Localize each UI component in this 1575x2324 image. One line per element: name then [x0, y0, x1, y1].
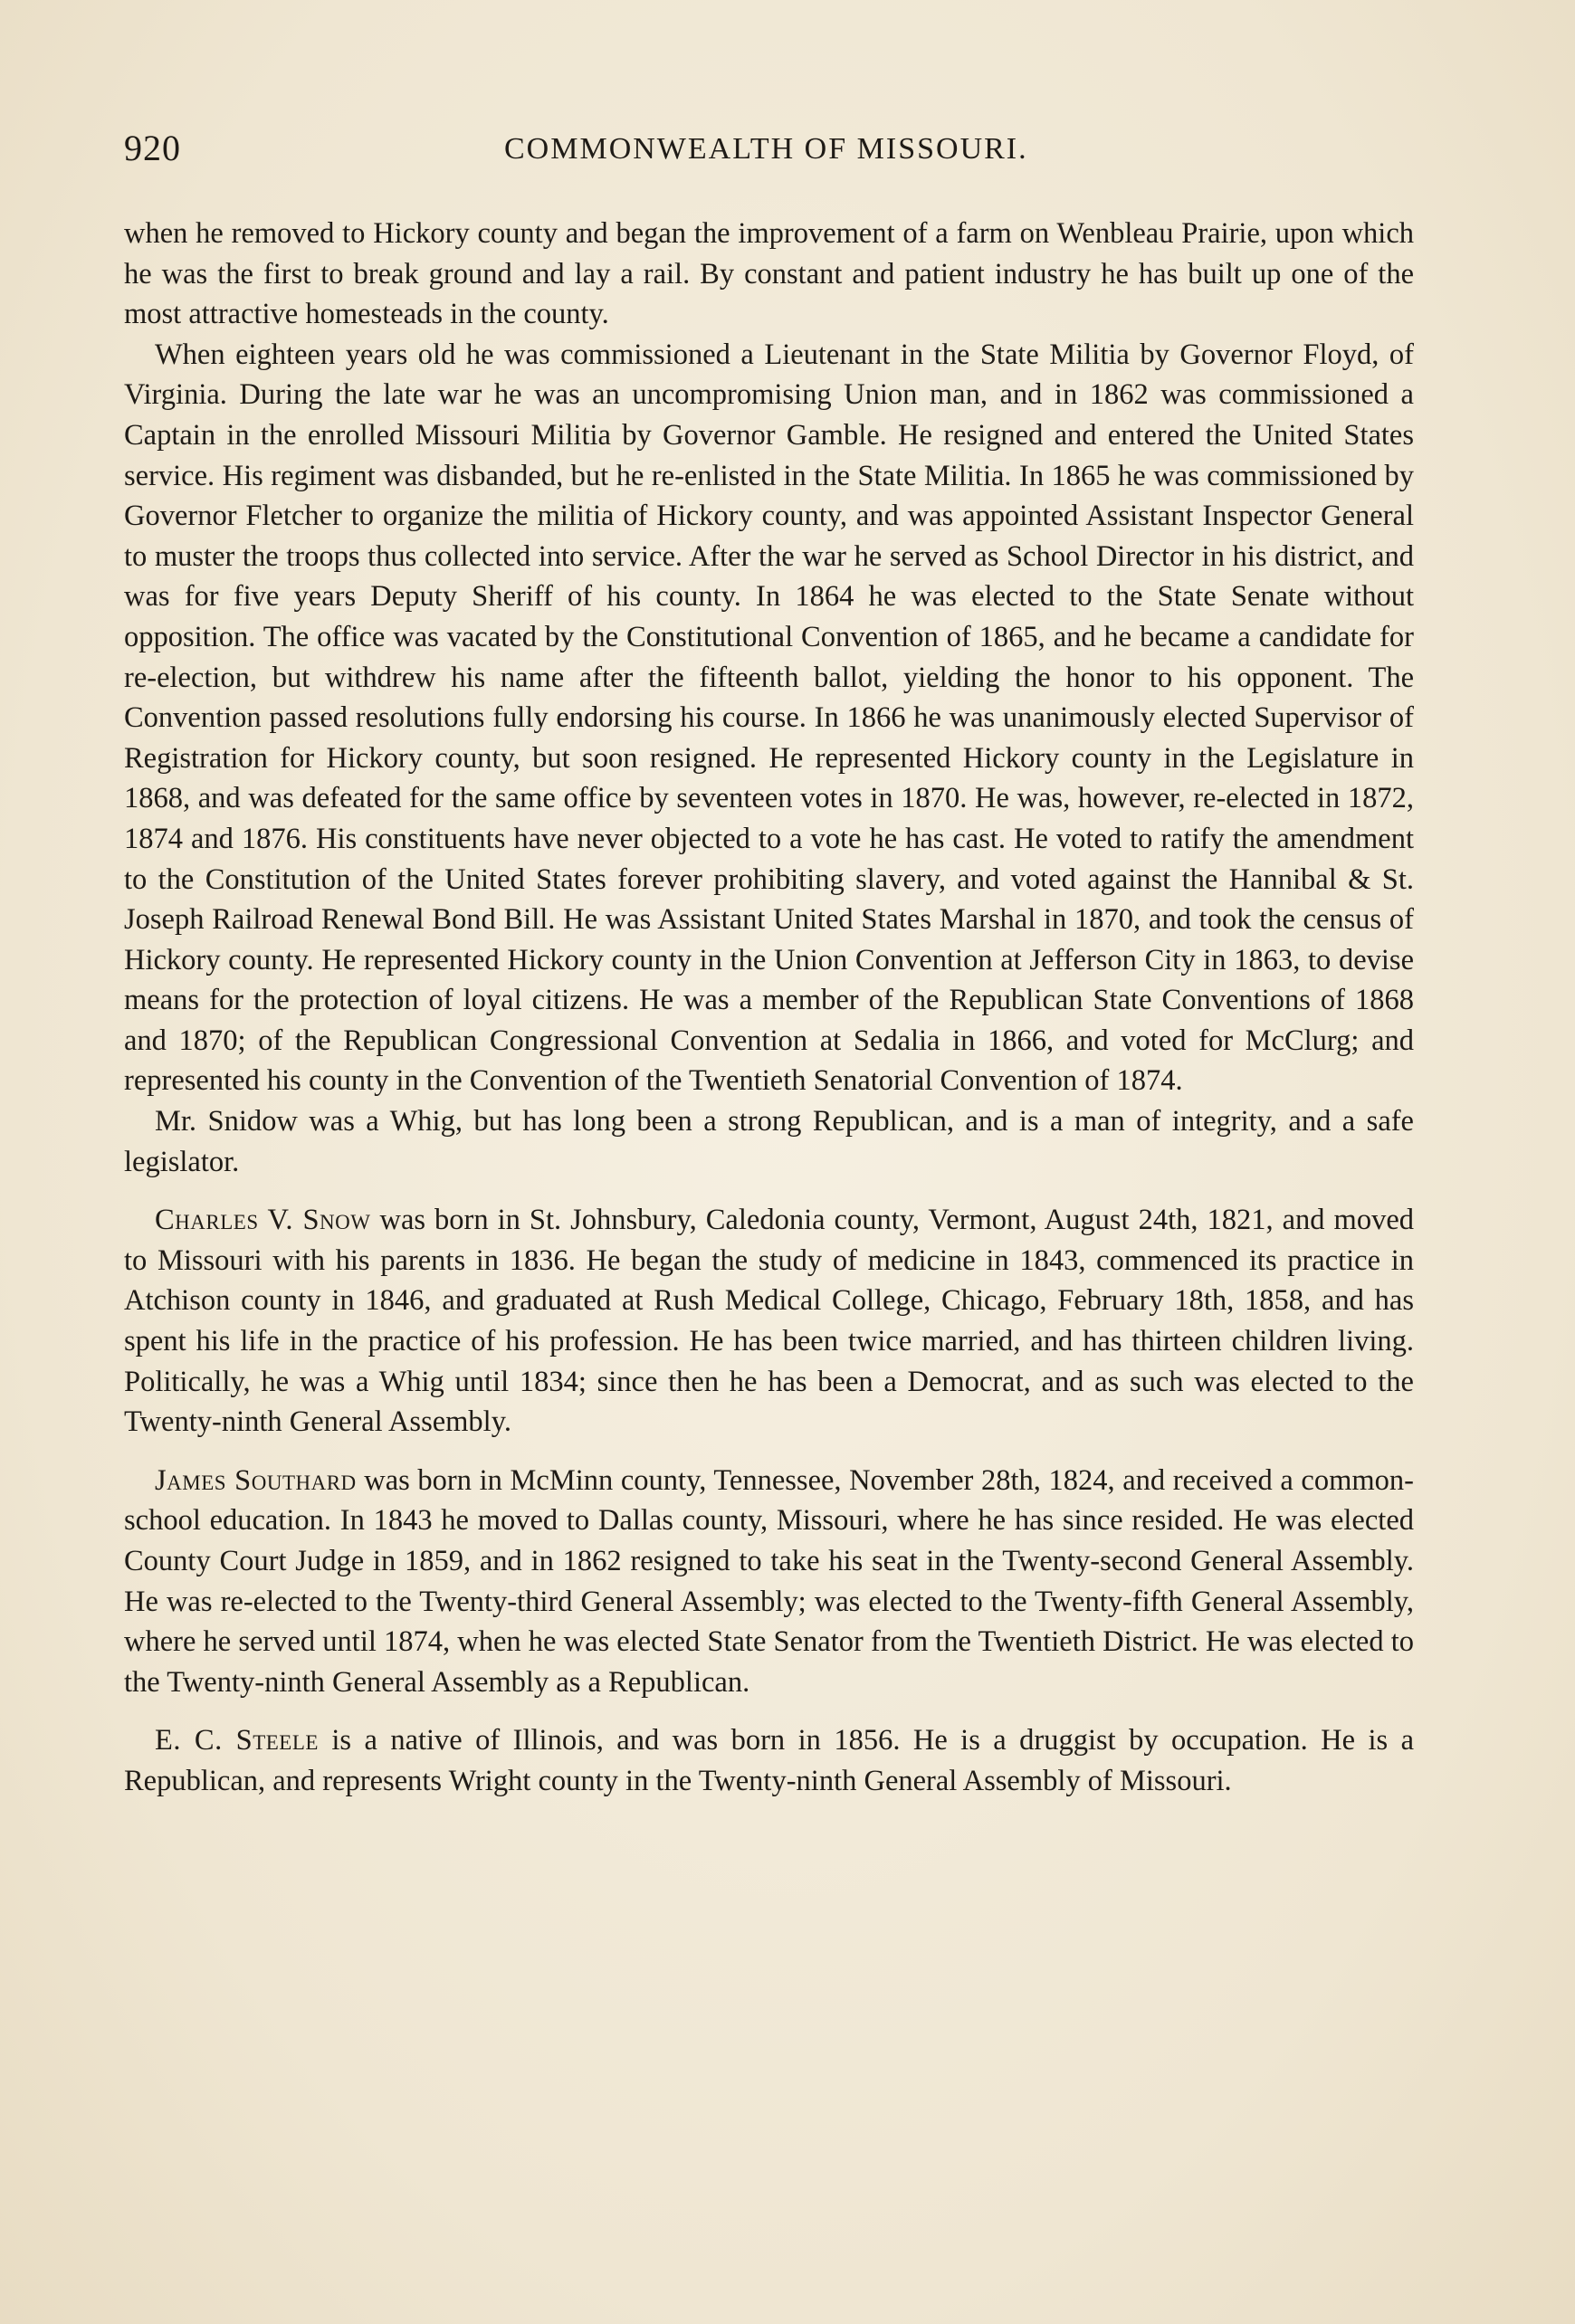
- person-name: Charles V. Snow: [155, 1204, 371, 1237]
- paragraph-james-southard: [124, 1461, 1414, 1703]
- paragraph-text: was born in St. Johnsbury, Caledonia county, Vermont, August 24th, 1821, and moved to Missouri with his parents in 1836. He began the study of medicine in 1843, commenced its practice in Atchison county in 1846, and graduated at Rush Medical College, Chicago, February 18th, 1858, and has spent his life in the practice of his profession. He has been twice married, and has thirteen children living. Politically, he was a Whig until 1834; since then he has been a Democrat, and as such was elected to the Twenty-ninth General Assembly.: [124, 1204, 1415, 1439]
- paragraph-snidow-politics: [124, 1101, 1414, 1182]
- paragraph-text: when he removed to Hickory county and began the improvement of a farm on Wenbleau Prairie, upon which he was the first to break ground and lay a rail. By constant and patient industry he has built up one of the most attractive homesteads in the county.: [124, 217, 1414, 331]
- paragraph-ec-steele: [124, 1720, 1414, 1801]
- paragraph-text: was born in McMinn county, Tennessee, November 28th, 1824, and received a common-school education. In 1843 he moved to Dallas county, Missouri, where he has since resided. He was elected County Court Judge in 1859, and in 1862 resigned to take his seat in the Twenty-second General Assembly. He was re-elected to the Twenty-third General Assembly; was elected to the Twenty-fifth General Assembly, where he served until 1874, when he was elected State Senator from the Twentieth District. He was elected to the Twenty-ninth General Assembly as a Republican.: [124, 1463, 1414, 1699]
- page-header: [124, 127, 1427, 181]
- paragraph-military-career: [124, 335, 1414, 1101]
- paragraph-farm-continuation: [124, 214, 1414, 335]
- paragraph-text: Mr. Snidow was a Whig, but has long been a strong Republican, and is a man of integrity, and a safe legislator.: [124, 1105, 1414, 1178]
- person-name: James Southard: [155, 1463, 357, 1497]
- body-text: [124, 214, 1414, 1802]
- page-number: 920: [124, 128, 181, 168]
- person-name: E. C. Steele: [155, 1724, 319, 1757]
- paragraph-text: When eighteen years old he was commissioned a Lieutenant in the State Militia by Governor Floyd, of Virginia. During the late war he was an uncompromising Union man, and in 1862 was commissioned a Captain in the enrolled Missouri Militia by Governor Gamble. He resigned and entered the United States service. His regiment was disbanded, but he re-enlisted in the State Militia. In 1865 he was commissioned by Governor Fletcher to organize the militia of Hickory county, and was appointed Assistant Inspector General to muster the troops thus collected into service. After the war he served as School Director in his district, and was for five years Deputy Sheriff of his county. In 1864 he was elected to the State Senate without opposition. The office was vacated by the Constitutional Convention of 1865, and he became a candidate for re-election, but withdrew his name after the fifteenth ballot, yielding the honor to his opponent. The Convention passed resolutions fully endorsing his course. In 1866 he was unanimously elected Supervisor of Registration for Hickory county, but soon resigned. He represented Hickory county in the Legislature in 1868, and was defeated for the same office by seventeen votes in 1870. He was, however, re-elected in 1872, 1874 and 1876. His constituents have never objected to a vote he has cast. He voted to ratify the amendment to the Constitution of the United States forever prohibiting slavery, and voted against the Hannibal & St. Joseph Railroad Renewal Bond Bill. He was Assistant United States Marshal in 1870, and took the census of Hickory county. He represented Hickory county in the Union Convention at Jefferson City in 1863, to devise means for the protection of loyal citizens. He was a member of the Republican State Conventions of 1868 and 1870; of the Republican Congressional Convention at Sedalia in 1866, and voted for McClurg; and represented his county in the Convention of the Twentieth Senatorial Convention of 1874.: [124, 338, 1414, 1098]
- paragraph-text: is a native of Illinois, and was born in 1856. He is a druggist by occupation. He is a Republican, and represents Wright county in the Twenty-ninth General Assembly of Missouri.: [124, 1724, 1414, 1797]
- running-head: COMMONWEALTH OF MISSOURI.: [504, 132, 1028, 166]
- paragraph-charles-snow: [124, 1200, 1414, 1443]
